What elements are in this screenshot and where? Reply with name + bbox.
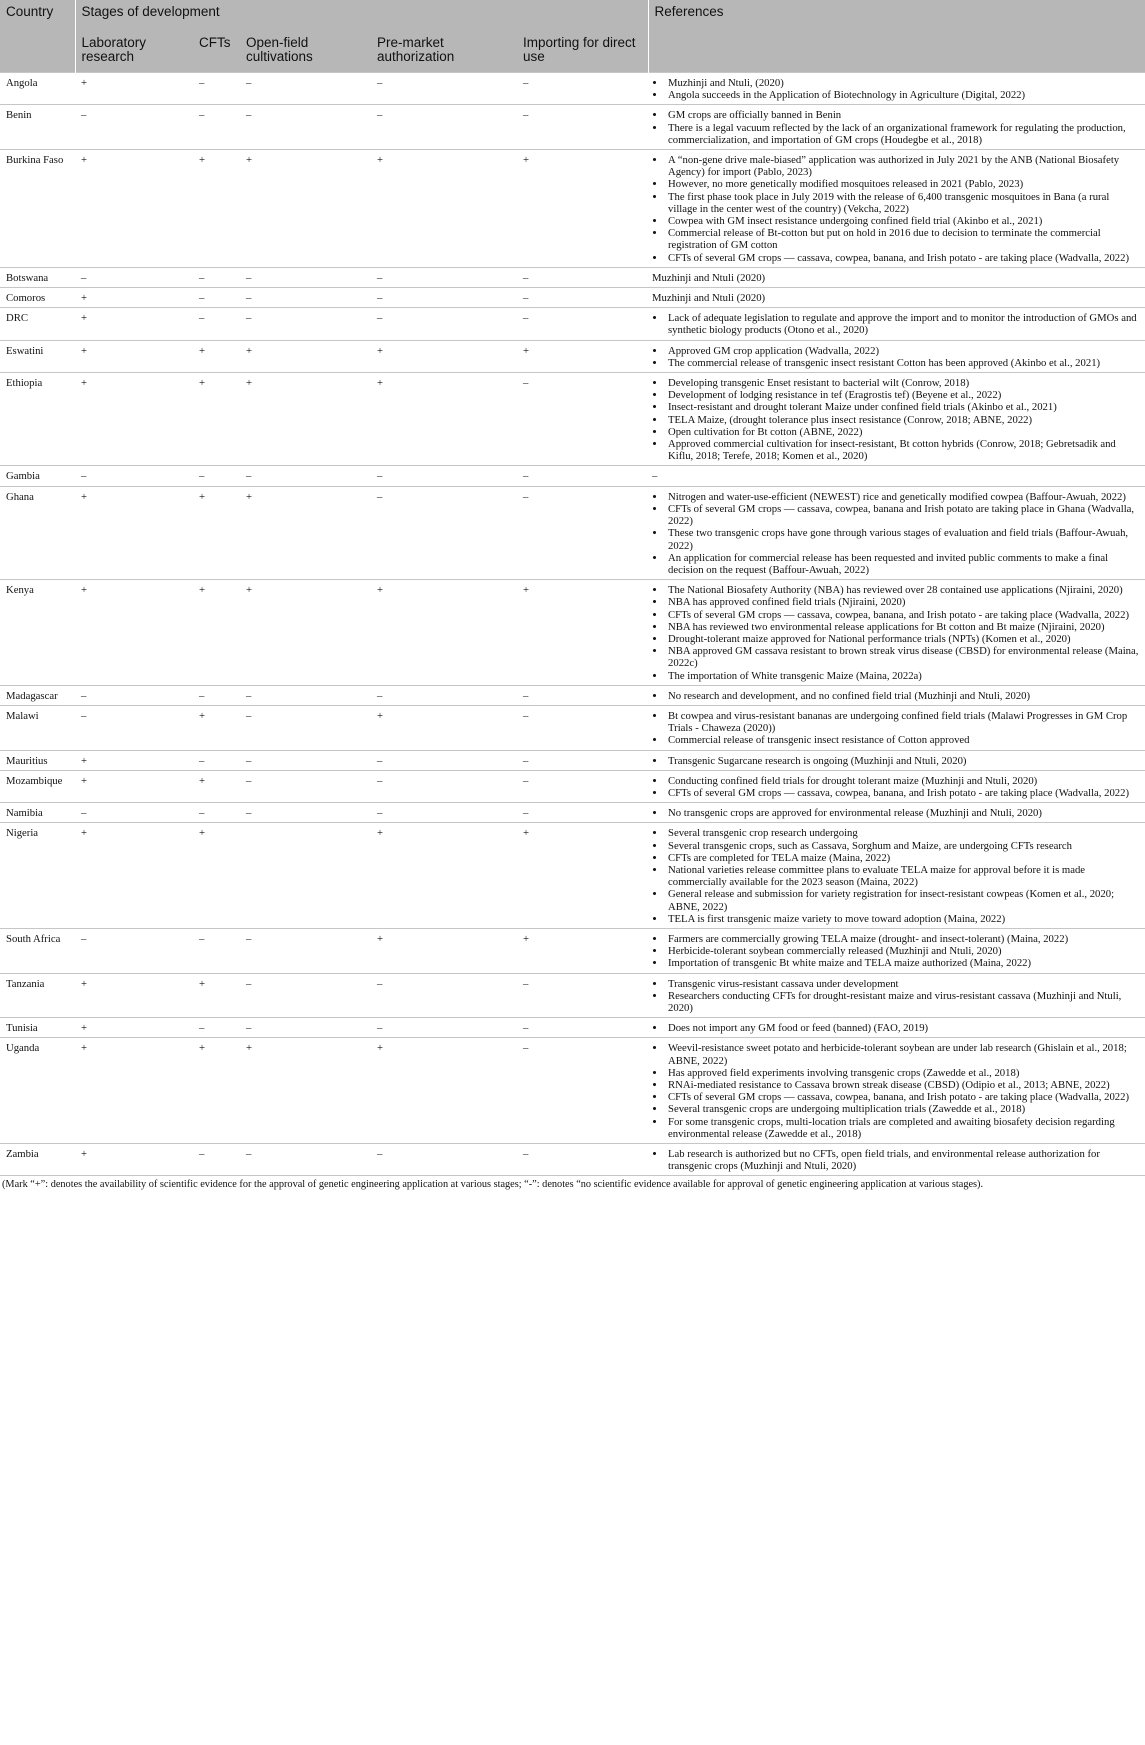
stage-importing-cell: + (517, 340, 648, 372)
table-body (0, 73, 1145, 1176)
stage-importing-cell: + (517, 580, 648, 686)
reference-item: • Has approved field experiments involving transgenic crops (Zawedde et al., 2018) (666, 1067, 1139, 1079)
reference-item: • Nitrogen and water-use-efficient (NEWEST) rice and genetically modified cowpea (Baffour-Awuah, 2022) (666, 491, 1139, 503)
stage-importing-cell: – (517, 770, 648, 802)
reference-list (652, 1148, 1139, 1172)
header-stages: Stages of development (75, 0, 648, 31)
reference-list (652, 933, 1139, 970)
stage-cfts-cell: – (193, 105, 240, 150)
reference-item: • An application for commercial release has been requested and invited public comments to make a final decision on the request (Baffour-Awuah, 2022) (666, 552, 1139, 576)
stage-open-field-cell: – (240, 750, 371, 770)
stage-laboratory-research-cell: + (75, 1144, 193, 1176)
stage-pre-market-cell: – (371, 973, 517, 1018)
reference-item: • Importation of transgenic Bt white maize and TELA maize authorized (Maina, 2022) (666, 957, 1139, 969)
reference-item: • Conducting confined field trials for drought tolerant maize (Muzhinji and Ntuli, 2020) (666, 775, 1139, 787)
reference-item: • Approved GM crop application (Wadvalla, 2022) (666, 345, 1139, 357)
reference-item: • CFTs are completed for TELA maize (Maina, 2022) (666, 852, 1139, 864)
table-row (0, 373, 1145, 466)
table-row (0, 340, 1145, 372)
reference-item: • GM crops are officially banned in Benin (666, 109, 1139, 121)
references-cell (648, 1144, 1145, 1176)
references-cell (648, 823, 1145, 929)
references-cell (648, 105, 1145, 150)
country-cell: Ghana (0, 486, 75, 579)
references-cell (648, 486, 1145, 579)
reference-item: • Several transgenic crops are undergoing multiplication trials (Zawedde et al., 2018) (666, 1103, 1139, 1115)
references-cell (648, 1018, 1145, 1038)
stage-cfts-cell: – (193, 288, 240, 308)
stage-laboratory-research-cell: + (75, 150, 193, 268)
table-row (0, 308, 1145, 340)
reference-item: • Commercial release of Bt-cotton but put on hold in 2016 due to decision to terminate the commercial registration of GM cotton (666, 227, 1139, 251)
stage-pre-market-cell: + (371, 705, 517, 750)
country-cell: Zambia (0, 1144, 75, 1176)
stage-pre-market-cell: – (371, 1144, 517, 1176)
stage-importing-cell: + (517, 823, 648, 929)
stage-importing-cell: – (517, 288, 648, 308)
reference-item: • Lack of adequate legislation to regulate and approve the import and to monitor the introduction of GMOs and synthetic biology products (Otono et al., 2020) (666, 312, 1139, 336)
stage-importing-cell: – (517, 267, 648, 287)
stage-laboratory-research-cell: – (75, 685, 193, 705)
stage-importing-cell: – (517, 486, 648, 579)
reference-list (652, 807, 1139, 819)
stage-open-field-cell: – (240, 705, 371, 750)
stage-importing-cell: + (517, 928, 648, 973)
stage-importing-cell: – (517, 1018, 648, 1038)
stage-laboratory-research-cell: + (75, 750, 193, 770)
table-row (0, 770, 1145, 802)
country-cell: Mauritius (0, 750, 75, 770)
stage-laboratory-research-cell: – (75, 803, 193, 823)
stage-laboratory-research-cell: + (75, 288, 193, 308)
stage-pre-market-cell: – (371, 466, 517, 486)
reference-item: • NBA has reviewed two environmental release applications for Bt cotton and Bt maize (Njiraini, 2020) (666, 621, 1139, 633)
references-cell (648, 705, 1145, 750)
country-cell: Mozambique (0, 770, 75, 802)
references-cell (648, 340, 1145, 372)
reference-list (652, 1022, 1139, 1034)
country-cell: Tunisia (0, 1018, 75, 1038)
subheader-pre-market: Pre-market authorization (371, 31, 517, 73)
stage-pre-market-cell: – (371, 770, 517, 802)
stage-laboratory-research-cell: + (75, 373, 193, 466)
table-row (0, 750, 1145, 770)
reference-item: • The importation of White transgenic Maize (Maina, 2022a) (666, 670, 1139, 682)
stage-pre-market-cell: + (371, 373, 517, 466)
header-country: Country (0, 0, 75, 73)
reference-list (652, 491, 1139, 576)
stage-pre-market-cell: + (371, 823, 517, 929)
stage-pre-market-cell: – (371, 288, 517, 308)
reference-item: • Several transgenic crop research undergoing (666, 827, 1139, 839)
stage-open-field-cell: – (240, 803, 371, 823)
reference-list (652, 109, 1139, 146)
reference-list (652, 77, 1139, 101)
reference-list (652, 755, 1139, 767)
reference-list (652, 584, 1139, 682)
references-cell (648, 288, 1145, 308)
reference-item: • NBA has approved confined field trials (Njiraini, 2020) (666, 596, 1139, 608)
reference-list (652, 827, 1139, 925)
stage-importing-cell: – (517, 466, 648, 486)
table-row (0, 267, 1145, 287)
stage-laboratory-research-cell: + (75, 580, 193, 686)
table-row (0, 150, 1145, 268)
stage-open-field-cell: – (240, 928, 371, 973)
country-cell: Burkina Faso (0, 150, 75, 268)
stage-laboratory-research-cell: + (75, 1038, 193, 1144)
reference-item: • Development of lodging resistance in tef (Eragrostis tef) (Beyene et al., 2022) (666, 389, 1139, 401)
country-cell: Botswana (0, 267, 75, 287)
stage-importing-cell: – (517, 750, 648, 770)
country-cell: Namibia (0, 803, 75, 823)
stage-laboratory-research-cell: – (75, 705, 193, 750)
table-row (0, 1038, 1145, 1144)
reference-item: • Drought-tolerant maize approved for National performance trials (NPTs) (Komen et al., 2020) (666, 633, 1139, 645)
stage-laboratory-research-cell: + (75, 770, 193, 802)
country-cell: Tanzania (0, 973, 75, 1018)
stage-importing-cell: – (517, 373, 648, 466)
stage-pre-market-cell: + (371, 1038, 517, 1144)
stage-open-field-cell: + (240, 340, 371, 372)
stage-importing-cell: – (517, 308, 648, 340)
stage-pre-market-cell: – (371, 486, 517, 579)
stage-cfts-cell: + (193, 373, 240, 466)
stage-importing-cell: – (517, 803, 648, 823)
stage-open-field-cell: + (240, 486, 371, 579)
reference-item: • There is a legal vacuum reflected by the lack of an organizational framework for regulating the production, commercialization, and importation of GM crops (Houdegbe et al., 2018) (666, 122, 1139, 146)
table-row (0, 705, 1145, 750)
reference-item: • Transgenic Sugarcane research is ongoing (Muzhinji and Ntuli, 2020) (666, 755, 1139, 767)
stage-open-field-cell: – (240, 1018, 371, 1038)
stage-importing-cell: – (517, 705, 648, 750)
reference-item: • TELA is first transgenic maize variety to move toward adoption (Maina, 2022) (666, 913, 1139, 925)
reference-text: – (652, 470, 658, 483)
stage-pre-market-cell: – (371, 1018, 517, 1038)
reference-item: • National varieties release committee plans to evaluate TELA maize for approval before it is made commercially available for the 2023 season (Maina, 2022) (666, 864, 1139, 888)
reference-item: • The first phase took place in July 2019 with the release of 6,400 transgenic mosquitoes in Bana (a rural village in the center west of the country) (Vekcha, 2022) (666, 191, 1139, 215)
reference-item: • CFTs of several GM crops — cassava, cowpea, banana and Irish potato are taking place in Ghana (Wadvalla, 2022) (666, 503, 1139, 527)
stage-open-field-cell (240, 823, 371, 929)
stage-open-field-cell: – (240, 770, 371, 802)
stage-cfts-cell: – (193, 73, 240, 105)
reference-item: • The National Biosafety Authority (NBA) has reviewed over 28 contained use applications (Njiraini, 2020) (666, 584, 1139, 596)
country-cell: Madagascar (0, 685, 75, 705)
stage-cfts-cell: – (193, 928, 240, 973)
stage-open-field-cell: – (240, 466, 371, 486)
stage-pre-market-cell: + (371, 928, 517, 973)
reference-item: • No research and development, and no confined field trial (Muzhinji and Ntuli, 2020) (666, 690, 1139, 702)
reference-item: • Herbicide-tolerant soybean commercially released (Muzhinji and Ntuli, 2020) (666, 945, 1139, 957)
stage-laboratory-research-cell: – (75, 267, 193, 287)
reference-list (652, 312, 1139, 336)
references-cell (648, 580, 1145, 686)
references-cell (648, 928, 1145, 973)
stage-pre-market-cell: – (371, 105, 517, 150)
stage-importing-cell: – (517, 73, 648, 105)
subheader-open-field: Open-field cultivations (240, 31, 371, 73)
country-cell: Malawi (0, 705, 75, 750)
table-row (0, 1144, 1145, 1176)
stage-pre-market-cell: – (371, 750, 517, 770)
reference-item: • Several transgenic crops, such as Cassava, Sorghum and Maize, are undergoing CFTs research (666, 840, 1139, 852)
stage-cfts-cell: – (193, 466, 240, 486)
stage-laboratory-research-cell: + (75, 73, 193, 105)
reference-list (652, 690, 1139, 702)
references-cell (648, 973, 1145, 1018)
stage-open-field-cell: + (240, 150, 371, 268)
references-cell (648, 73, 1145, 105)
country-cell: Angola (0, 73, 75, 105)
reference-item: • TELA Maize, (drought tolerance plus insect resistance (Conrow, 2018; ABNE, 2022) (666, 414, 1139, 426)
country-cell: Gambia (0, 466, 75, 486)
stage-cfts-cell: + (193, 486, 240, 579)
table-row (0, 823, 1145, 929)
table-row (0, 105, 1145, 150)
reference-item: • NBA approved GM cassava resistant to brown streak virus disease (CBSD) for environmental release (Maina, 2022c) (666, 645, 1139, 669)
reference-item: • CFTs of several GM crops — cassava, cowpea, banana, and Irish potato - are taking place (Wadvalla, 2022) (666, 252, 1139, 264)
stage-laboratory-research-cell: + (75, 823, 193, 929)
stage-open-field-cell: – (240, 973, 371, 1018)
header-references: References (648, 0, 1145, 73)
stage-importing-cell: – (517, 105, 648, 150)
reference-item: • Approved commercial cultivation for insect-resistant, Bt cotton hybrids (Conrow, 2018; Gebretsadik and Kiflu, 2018; Terefe, 2018; Komen et al., 2020) (666, 438, 1139, 462)
reference-list (652, 1042, 1139, 1140)
reference-item: • CFTs of several GM crops — cassava, cowpea, banana, and Irish potato - are taking place (Wadvalla, 2022) (666, 1091, 1139, 1103)
reference-item: • The commercial release of transgenic insect resistant Cotton has been approved (Akinbo et al., 2021) (666, 357, 1139, 369)
table-footnote: (Mark “+”: denotes the availability of scientific evidence for the approval of genetic engineering application at various stages; “-”: denotes “no scientific evidence available for approval of genetic engineering application at various stages). (2, 1179, 984, 1191)
stage-pre-market-cell: – (371, 803, 517, 823)
reference-list (652, 710, 1139, 747)
stage-open-field-cell: – (240, 73, 371, 105)
reference-item: • A “non-gene drive male-biased” application was authorized in July 2021 by the ANB (National Biosafety Agency) for import (Pablo, 2023) (666, 154, 1139, 178)
references-cell (648, 685, 1145, 705)
subheader-cfts: CFTs (193, 31, 240, 73)
stage-cfts-cell: + (193, 770, 240, 802)
country-cell: Ethiopia (0, 373, 75, 466)
references-cell (648, 1038, 1145, 1144)
stage-open-field-cell: + (240, 580, 371, 686)
table-row (0, 288, 1145, 308)
reference-item: • Commercial release of transgenic insect resistance of Cotton approved (666, 734, 1139, 746)
stage-open-field-cell: – (240, 288, 371, 308)
stage-cfts-cell: – (193, 803, 240, 823)
stage-cfts-cell: + (193, 580, 240, 686)
reference-list (652, 345, 1139, 369)
stage-laboratory-research-cell: – (75, 928, 193, 973)
stage-cfts-cell: – (193, 685, 240, 705)
table-row (0, 580, 1145, 686)
stage-open-field-cell: + (240, 373, 371, 466)
stage-laboratory-research-cell: + (75, 1018, 193, 1038)
reference-list (652, 154, 1139, 264)
country-cell: DRC (0, 308, 75, 340)
reference-item: • Farmers are commercially growing TELA maize (drought- and insect-tolerant) (Maina, 2022) (666, 933, 1139, 945)
table-row (0, 466, 1145, 486)
reference-item: • Weevil-resistance sweet potato and herbicide-tolerant soybean are under lab research (Ghislain et al., 2018; ABNE, 2022) (666, 1042, 1139, 1066)
references-cell (648, 308, 1145, 340)
reference-item: • No transgenic crops are approved for environmental release (Muzhinji and Ntuli, 2020) (666, 807, 1139, 819)
reference-item: • Transgenic virus-resistant cassava under development (666, 978, 1139, 990)
table-row (0, 73, 1145, 105)
table-row (0, 685, 1145, 705)
stage-pre-market-cell: – (371, 685, 517, 705)
stage-importing-cell: – (517, 973, 648, 1018)
country-cell: Benin (0, 105, 75, 150)
stage-pre-market-cell: + (371, 340, 517, 372)
table-row (0, 803, 1145, 823)
reference-item: • RNAi-mediated resistance to Cassava brown streak disease (CBSD) (Odipio et al., 2013; ABNE, 2022) (666, 1079, 1139, 1091)
stage-open-field-cell: – (240, 1144, 371, 1176)
reference-item: • CFTs of several GM crops — cassava, cowpea, banana, and Irish potato - are taking place (Wadvalla, 2022) (666, 609, 1139, 621)
reference-item: • Cowpea with GM insect resistance undergoing confined field trial (Akinbo et al., 2021) (666, 215, 1139, 227)
references-cell (648, 466, 1145, 486)
stage-laboratory-research-cell: – (75, 105, 193, 150)
country-cell: Comoros (0, 288, 75, 308)
stage-pre-market-cell: – (371, 267, 517, 287)
reference-item: • Angola succeeds in the Application of Biotechnology in Agriculture (Digital, 2022) (666, 89, 1139, 101)
reference-item: • For some transgenic crops, multi-location trials are completed and awaiting biosafety decision regarding environmental release (Zawedde et al., 2018) (666, 1116, 1139, 1140)
country-cell: Uganda (0, 1038, 75, 1144)
stage-importing-cell: + (517, 150, 648, 268)
stage-open-field-cell: – (240, 308, 371, 340)
stage-cfts-cell: + (193, 150, 240, 268)
stage-cfts-cell: + (193, 973, 240, 1018)
reference-list (652, 775, 1139, 799)
stage-pre-market-cell: – (371, 73, 517, 105)
table-header (0, 0, 1145, 73)
stage-importing-cell: – (517, 1144, 648, 1176)
reference-item: • These two transgenic crops have gone through various stages of evaluation and field trials (Baffour-Awuah, 2022) (666, 527, 1139, 551)
stage-open-field-cell: + (240, 1038, 371, 1144)
reference-item: • Bt cowpea and virus-resistant bananas are undergoing confined field trials (Malawi Progresses in GM Crop Trials - Chaweza (2020)) (666, 710, 1139, 734)
references-cell (648, 750, 1145, 770)
references-cell (648, 267, 1145, 287)
reference-item: • Developing transgenic Enset resistant to bacterial wilt (Conrow, 2018) (666, 377, 1139, 389)
stage-cfts-cell: – (193, 267, 240, 287)
stage-laboratory-research-cell: – (75, 466, 193, 486)
references-cell (648, 770, 1145, 802)
country-cell: South Africa (0, 928, 75, 973)
references-cell (648, 803, 1145, 823)
reference-text: Muzhinji and Ntuli (2020) (652, 292, 766, 305)
stage-laboratory-research-cell: + (75, 340, 193, 372)
stage-cfts-cell: + (193, 340, 240, 372)
stage-importing-cell: – (517, 1038, 648, 1144)
reference-list (652, 978, 1139, 1015)
reference-item: • Insect-resistant and drought tolerant Maize under confined field trials (Akinbo et al., 2021) (666, 401, 1139, 413)
stage-cfts-cell: – (193, 1018, 240, 1038)
reference-item: • However, no more genetically modified mosquitoes released in 2021 (Pablo, 2023) (666, 178, 1139, 190)
stage-importing-cell: – (517, 685, 648, 705)
reference-item: • General release and submission for variety registration for insect-resistant cowpeas (Komen et al., 2020; ABNE, 2022) (666, 888, 1139, 912)
reference-list (652, 377, 1139, 462)
reference-item: • Lab research is authorized but no CFTs, open field trials, and environmental release authorization for transgenic crops (Muzhinji and Ntuli, 2020) (666, 1148, 1139, 1172)
references-cell (648, 150, 1145, 268)
stage-cfts-cell: – (193, 308, 240, 340)
stage-cfts-cell: – (193, 1144, 240, 1176)
reference-item: • CFTs of several GM crops — cassava, cowpea, banana, and Irish potato - are taking place (Wadvalla, 2022) (666, 787, 1139, 799)
table-row (0, 973, 1145, 1018)
country-cell: Kenya (0, 580, 75, 686)
reference-item: • Does not import any GM food or feed (banned) (FAO, 2019) (666, 1022, 1139, 1034)
country-cell: Nigeria (0, 823, 75, 929)
reference-text: Muzhinji and Ntuli (2020) (652, 271, 766, 284)
subheader-laboratory-research: Laboratory research (75, 31, 193, 73)
stage-open-field-cell: – (240, 105, 371, 150)
stage-laboratory-research-cell: + (75, 973, 193, 1018)
reference-item: • Open cultivation for Bt cotton (ABNE, 2022) (666, 426, 1139, 438)
reference-item: • Muzhinji and Ntuli, (2020) (666, 77, 1139, 89)
subheader-importing: Importing for direct use (517, 31, 648, 73)
stage-cfts-cell: – (193, 750, 240, 770)
stage-laboratory-research-cell: + (75, 486, 193, 579)
table-row (0, 486, 1145, 579)
table-row (0, 928, 1145, 973)
stage-pre-market-cell: – (371, 308, 517, 340)
stage-pre-market-cell: + (371, 580, 517, 686)
stage-cfts-cell: + (193, 1038, 240, 1144)
stage-cfts-cell: + (193, 823, 240, 929)
stage-open-field-cell: – (240, 267, 371, 287)
table-row (0, 1018, 1145, 1038)
stage-open-field-cell: – (240, 685, 371, 705)
references-cell (648, 373, 1145, 466)
stage-pre-market-cell: + (371, 150, 517, 268)
country-cell: Eswatini (0, 340, 75, 372)
stage-laboratory-research-cell: + (75, 308, 193, 340)
stage-cfts-cell: + (193, 705, 240, 750)
reference-item: • Researchers conducting CFTs for drought-resistant maize and virus-resistant cassava (Muzhinji and Ntuli, 2020) (666, 990, 1139, 1014)
